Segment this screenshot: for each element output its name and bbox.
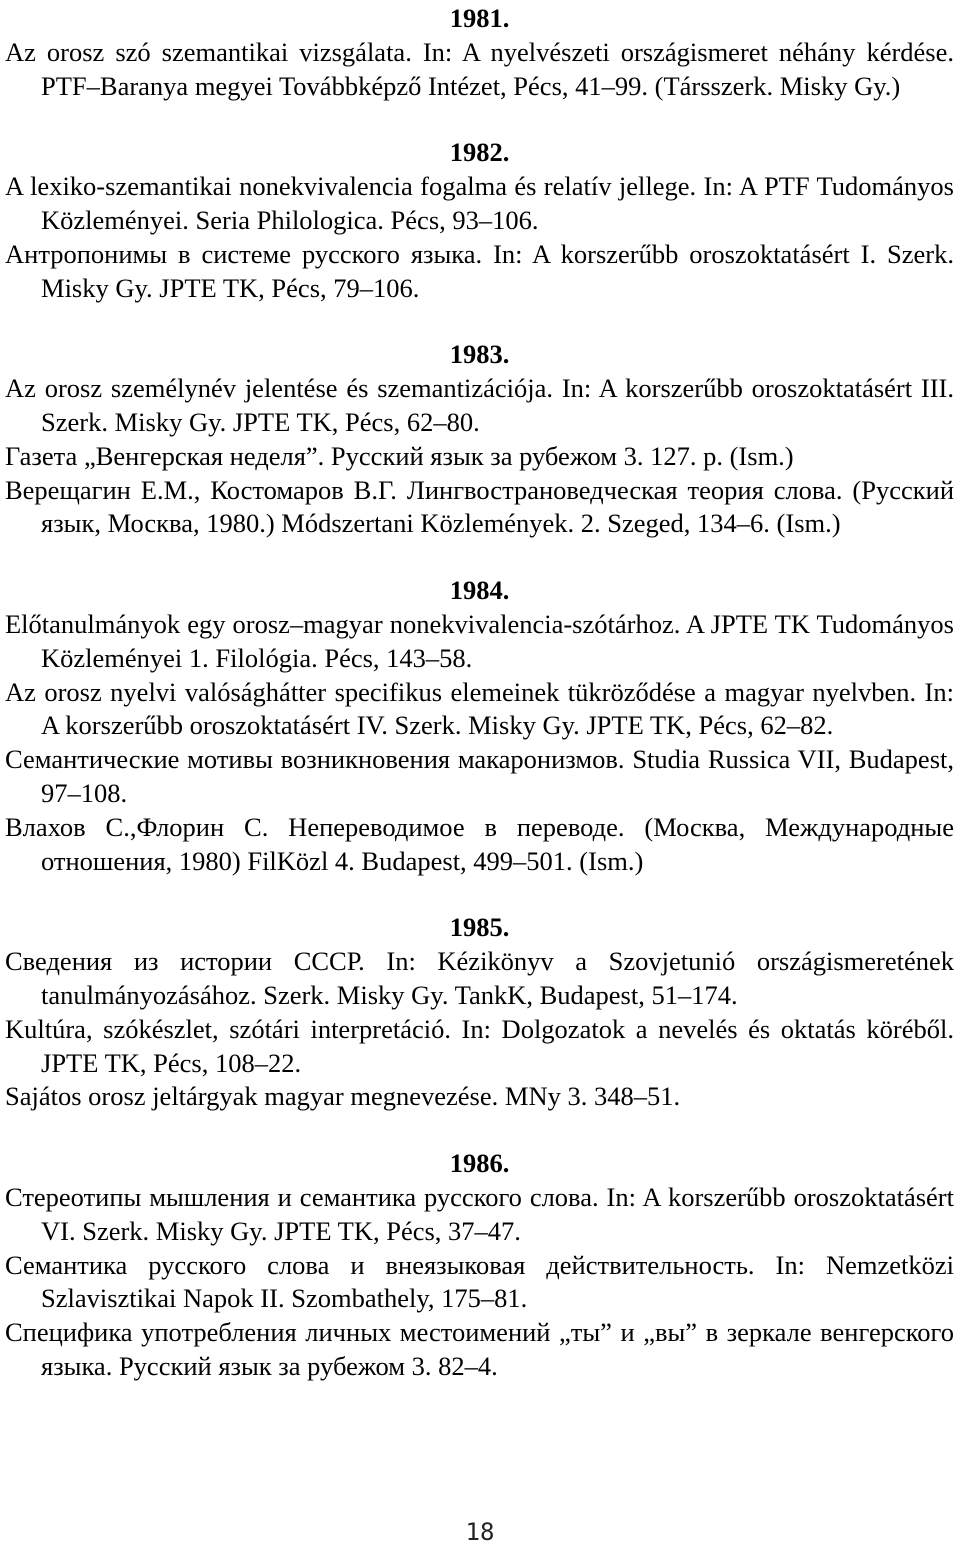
bibliography-entry: Kultúra, szókészlet, szótári interpretáció. In: Dolgozatok a nevelés és oktatás köréből. JPTE TK, Pécs, 108–22. (5, 1013, 954, 1078)
bibliography-entry: Előtanulmányok egy orosz–magyar nonekvivalencia-szótárhoz. A JPTE TK Tudományos Közleményei 1. Filológia. Pécs, 143–58. (5, 608, 954, 673)
year-heading: 1986. (449, 1148, 510, 1179)
page-number: 18 (465, 1518, 495, 1546)
bibliography-entry: Антропонимы в системе русского языка. In: A korszerűbb oroszoktatásért I. Szerk. Misky Gy. JPTE TK, Pécs, 79–106. (5, 238, 954, 303)
year-section-1985 (5, 911, 954, 1114)
bibliography-entry: Сведения из истории СССР. In: Kézikönyv a Szovjetunió országismeretének tanulmányozásához. Szerk. Misky Gy. TankK, Budapest, 51–174. (5, 946, 954, 1010)
bibliography-entry: Верещагин Е.М., Костомаров В.Г. Лингвострановедческая теория слова. (Русский язык, Москва, 1980.) Módszertani Közlemények. 2. Szeged, 134–6. (Ism.) (5, 474, 954, 539)
bibliography (5, 2, 954, 1384)
year-section-1984 (5, 574, 954, 878)
bibliography-entry: Влахов С.,Флорин С. Непереводимое в переводе. (Москва, Международные отношения, 1980) FilKözl 4. Budapest, 499–501. (Ism.) (5, 811, 954, 876)
bibliography-entry: Az orosz nyelvi valósághátter specifikus elemeinek tükröződése a magyar nyelvben. In: A korszerűbb oroszoktatásért IV. Szerk. Misky Gy. JPTE TK, Pécs, 62–82. (5, 676, 954, 741)
bibliography-entry: Семантика русского слова и внеязыковая действительность. In: Nemzetközi Szlavisztikai Napok II. Szombathely, 175–81. (5, 1249, 954, 1314)
bibliography-entry: Az orosz szó szemantikai vizsgálata. In: A nyelvészeti országismeret néhány kérdése. PTF–Baranya megyei Továbbképző Intézet, Pécs, 41–99. (Társszerk. Misky Gy.) (5, 36, 954, 101)
bibliography-entry: Газета „Венгерская неделя”. Русский язык за рубежом 3. 127. p. (Ism.) (5, 440, 794, 471)
bibliography-entry: A lexiko-szemantikai nonekvivalencia fogalma és relatív jellege. In: A PTF Tudományos Közleményei. Seria Philologica. Pécs, 93–106. (5, 171, 954, 235)
year-heading: 1982. (449, 137, 510, 168)
year-heading: 1984. (449, 575, 510, 606)
year-section-1981 (5, 2, 954, 103)
year-heading: 1981. (449, 3, 510, 33)
year-heading: 1985. (449, 912, 510, 943)
year-section-1982 (5, 136, 954, 305)
year-section-1986 (5, 1147, 954, 1384)
bibliography-entry: Специфика употребления личных местоимений „ты” и „вы” в зеркале венгерского языка. Русский язык за рубежом 3. 82–4. (5, 1317, 954, 1381)
bibliography-entry: Стереотипы мышления и семантика русского слова. In: A korszerűbb oroszoktatásért VI. Szerk. Misky Gy. JPTE TK, Pécs, 37–47. (5, 1181, 954, 1246)
bibliography-entry: Семантические мотивы возникновения макаронизмов. Studia Russica VII, Budapest, 97–108. (5, 744, 954, 808)
year-heading: 1983. (449, 339, 510, 370)
bibliography-entry: Sajátos orosz jeltárgyak magyar megnevezése. MNy 3. 348–51. (5, 1081, 681, 1112)
year-section-1983 (5, 338, 954, 541)
bibliography-entry: Az orosz személynév jelentése és szemantizációja. In: A korszerűbb oroszoktatásért III. Szerk. Misky Gy. JPTE TK, Pécs, 62–80. (5, 373, 954, 437)
